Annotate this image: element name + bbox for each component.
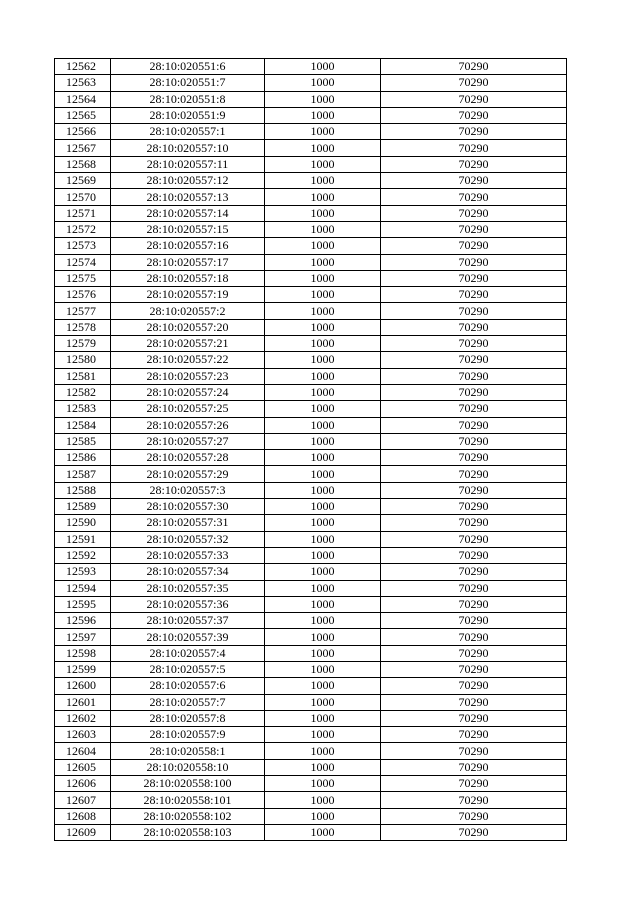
row-number-cell: 12578 <box>55 319 111 335</box>
area-cell: 1000 <box>265 221 381 237</box>
area-cell: 1000 <box>265 727 381 743</box>
area-cell: 1000 <box>265 401 381 417</box>
cadastral-number-cell: 28:10:020557:2 <box>111 303 265 319</box>
cadastral-number-cell: 28:10:020557:23 <box>111 368 265 384</box>
area-cell: 1000 <box>265 547 381 563</box>
table-row <box>55 140 567 156</box>
value-cell: 70290 <box>381 238 567 254</box>
area-cell: 1000 <box>265 287 381 303</box>
row-number-cell: 12564 <box>55 91 111 107</box>
table-row <box>55 189 567 205</box>
row-number-cell: 12572 <box>55 221 111 237</box>
cadastral-number-cell: 28:10:020557:3 <box>111 482 265 498</box>
value-cell: 70290 <box>381 645 567 661</box>
value-cell: 70290 <box>381 776 567 792</box>
value-cell: 70290 <box>381 629 567 645</box>
value-cell: 70290 <box>381 352 567 368</box>
cadastral-number-cell: 28:10:020557:30 <box>111 499 265 515</box>
value-cell: 70290 <box>381 124 567 140</box>
area-cell: 1000 <box>265 499 381 515</box>
row-number-cell: 12574 <box>55 254 111 270</box>
area-cell: 1000 <box>265 596 381 612</box>
cadastral-number-cell: 28:10:020558:10 <box>111 759 265 775</box>
value-cell: 70290 <box>381 107 567 123</box>
row-number-cell: 12570 <box>55 189 111 205</box>
row-number-cell: 12575 <box>55 270 111 286</box>
value-cell: 70290 <box>381 580 567 596</box>
table-row <box>55 450 567 466</box>
table-row <box>55 91 567 107</box>
area-cell: 1000 <box>265 792 381 808</box>
area-cell: 1000 <box>265 466 381 482</box>
value-cell: 70290 <box>381 140 567 156</box>
row-number-cell: 12592 <box>55 547 111 563</box>
value-cell: 70290 <box>381 433 567 449</box>
area-cell: 1000 <box>265 694 381 710</box>
area-cell: 1000 <box>265 580 381 596</box>
table-row <box>55 547 567 563</box>
area-cell: 1000 <box>265 759 381 775</box>
row-number-cell: 12605 <box>55 759 111 775</box>
row-number-cell: 12579 <box>55 336 111 352</box>
cadastral-number-cell: 28:10:020558:1 <box>111 743 265 759</box>
area-cell: 1000 <box>265 710 381 726</box>
area-cell: 1000 <box>265 75 381 91</box>
area-cell: 1000 <box>265 352 381 368</box>
row-number-cell: 12569 <box>55 173 111 189</box>
area-cell: 1000 <box>265 678 381 694</box>
area-cell: 1000 <box>265 303 381 319</box>
value-cell: 70290 <box>381 59 567 75</box>
cadastral-number-cell: 28:10:020557:35 <box>111 580 265 596</box>
table-row <box>55 629 567 645</box>
cadastral-number-cell: 28:10:020551:8 <box>111 91 265 107</box>
cadastral-number-cell: 28:10:020557:25 <box>111 401 265 417</box>
table-row <box>55 531 567 547</box>
cadastral-number-cell: 28:10:020557:5 <box>111 661 265 677</box>
area-cell: 1000 <box>265 645 381 661</box>
cadastral-number-cell: 28:10:020557:11 <box>111 156 265 172</box>
cadastral-number-cell: 28:10:020557:4 <box>111 645 265 661</box>
cadastral-number-cell: 28:10:020551:6 <box>111 59 265 75</box>
row-number-cell: 12576 <box>55 287 111 303</box>
cadastral-number-cell: 28:10:020558:101 <box>111 792 265 808</box>
cadastral-number-cell: 28:10:020557:32 <box>111 531 265 547</box>
cadastral-number-cell: 28:10:020551:9 <box>111 107 265 123</box>
area-cell: 1000 <box>265 613 381 629</box>
table-row <box>55 499 567 515</box>
row-number-cell: 12585 <box>55 433 111 449</box>
value-cell: 70290 <box>381 368 567 384</box>
cadastral-number-cell: 28:10:020557:9 <box>111 727 265 743</box>
area-cell: 1000 <box>265 384 381 400</box>
area-cell: 1000 <box>265 140 381 156</box>
cadastral-number-cell: 28:10:020557:20 <box>111 319 265 335</box>
row-number-cell: 12606 <box>55 776 111 792</box>
value-cell: 70290 <box>381 417 567 433</box>
area-cell: 1000 <box>265 824 381 840</box>
cadastral-number-cell: 28:10:020557:33 <box>111 547 265 563</box>
table-row <box>55 596 567 612</box>
value-cell: 70290 <box>381 173 567 189</box>
value-cell: 70290 <box>381 221 567 237</box>
value-cell: 70290 <box>381 678 567 694</box>
cadastral-number-cell: 28:10:020557:24 <box>111 384 265 400</box>
row-number-cell: 12595 <box>55 596 111 612</box>
row-number-cell: 12590 <box>55 515 111 531</box>
table-row <box>55 124 567 140</box>
value-cell: 70290 <box>381 270 567 286</box>
row-number-cell: 12565 <box>55 107 111 123</box>
row-number-cell: 12599 <box>55 661 111 677</box>
table-row <box>55 384 567 400</box>
area-cell: 1000 <box>265 205 381 221</box>
table-row <box>55 107 567 123</box>
value-cell: 70290 <box>381 482 567 498</box>
area-cell: 1000 <box>265 124 381 140</box>
table-row <box>55 759 567 775</box>
table-row <box>55 433 567 449</box>
row-number-cell: 12596 <box>55 613 111 629</box>
area-cell: 1000 <box>265 776 381 792</box>
table-row <box>55 173 567 189</box>
value-cell: 70290 <box>381 450 567 466</box>
cadastral-number-cell: 28:10:020557:10 <box>111 140 265 156</box>
cadastral-number-cell: 28:10:020558:102 <box>111 808 265 824</box>
row-number-cell: 12587 <box>55 466 111 482</box>
value-cell: 70290 <box>381 759 567 775</box>
row-number-cell: 12609 <box>55 824 111 840</box>
row-number-cell: 12593 <box>55 564 111 580</box>
area-cell: 1000 <box>265 156 381 172</box>
table-row <box>55 238 567 254</box>
row-number-cell: 12581 <box>55 368 111 384</box>
value-cell: 70290 <box>381 792 567 808</box>
value-cell: 70290 <box>381 515 567 531</box>
value-cell: 70290 <box>381 547 567 563</box>
table-row <box>55 287 567 303</box>
cadastral-number-cell: 28:10:020557:21 <box>111 336 265 352</box>
row-number-cell: 12607 <box>55 792 111 808</box>
table-row <box>55 59 567 75</box>
table-row <box>55 417 567 433</box>
table-row <box>55 303 567 319</box>
cadastral-number-cell: 28:10:020557:17 <box>111 254 265 270</box>
table-row <box>55 75 567 91</box>
cadastral-number-cell: 28:10:020558:100 <box>111 776 265 792</box>
cadastral-number-cell: 28:10:020557:19 <box>111 287 265 303</box>
table-row <box>55 727 567 743</box>
area-cell: 1000 <box>265 91 381 107</box>
value-cell: 70290 <box>381 596 567 612</box>
row-number-cell: 12566 <box>55 124 111 140</box>
area-cell: 1000 <box>265 173 381 189</box>
area-cell: 1000 <box>265 417 381 433</box>
table-row <box>55 336 567 352</box>
table-row <box>55 221 567 237</box>
value-cell: 70290 <box>381 319 567 335</box>
value-cell: 70290 <box>381 808 567 824</box>
cadastral-number-cell: 28:10:020557:6 <box>111 678 265 694</box>
cadastral-number-cell: 28:10:020557:29 <box>111 466 265 482</box>
area-cell: 1000 <box>265 59 381 75</box>
row-number-cell: 12571 <box>55 205 111 221</box>
area-cell: 1000 <box>265 482 381 498</box>
row-number-cell: 12600 <box>55 678 111 694</box>
area-cell: 1000 <box>265 450 381 466</box>
area-cell: 1000 <box>265 319 381 335</box>
value-cell: 70290 <box>381 384 567 400</box>
value-cell: 70290 <box>381 254 567 270</box>
cadastral-number-cell: 28:10:020557:36 <box>111 596 265 612</box>
table-row <box>55 613 567 629</box>
value-cell: 70290 <box>381 75 567 91</box>
value-cell: 70290 <box>381 824 567 840</box>
cadastral-number-cell: 28:10:020557:14 <box>111 205 265 221</box>
area-cell: 1000 <box>265 336 381 352</box>
data-table <box>54 58 567 841</box>
value-cell: 70290 <box>381 613 567 629</box>
row-number-cell: 12562 <box>55 59 111 75</box>
table-row <box>55 792 567 808</box>
value-cell: 70290 <box>381 303 567 319</box>
row-number-cell: 12584 <box>55 417 111 433</box>
row-number-cell: 12608 <box>55 808 111 824</box>
table-body <box>55 59 567 841</box>
area-cell: 1000 <box>265 368 381 384</box>
row-number-cell: 12591 <box>55 531 111 547</box>
table-row <box>55 352 567 368</box>
table-row <box>55 482 567 498</box>
cadastral-number-cell: 28:10:020557:16 <box>111 238 265 254</box>
cadastral-number-cell: 28:10:020551:7 <box>111 75 265 91</box>
row-number-cell: 12580 <box>55 352 111 368</box>
row-number-cell: 12567 <box>55 140 111 156</box>
area-cell: 1000 <box>265 531 381 547</box>
row-number-cell: 12594 <box>55 580 111 596</box>
cadastral-number-cell: 28:10:020557:15 <box>111 221 265 237</box>
value-cell: 70290 <box>381 743 567 759</box>
row-number-cell: 12582 <box>55 384 111 400</box>
value-cell: 70290 <box>381 287 567 303</box>
value-cell: 70290 <box>381 661 567 677</box>
table-row <box>55 401 567 417</box>
value-cell: 70290 <box>381 91 567 107</box>
area-cell: 1000 <box>265 238 381 254</box>
row-number-cell: 12589 <box>55 499 111 515</box>
table-row <box>55 515 567 531</box>
cadastral-number-cell: 28:10:020557:34 <box>111 564 265 580</box>
area-cell: 1000 <box>265 189 381 205</box>
area-cell: 1000 <box>265 270 381 286</box>
value-cell: 70290 <box>381 401 567 417</box>
cadastral-number-cell: 28:10:020558:103 <box>111 824 265 840</box>
row-number-cell: 12597 <box>55 629 111 645</box>
cadastral-number-cell: 28:10:020557:13 <box>111 189 265 205</box>
area-cell: 1000 <box>265 515 381 531</box>
table-row <box>55 824 567 840</box>
area-cell: 1000 <box>265 107 381 123</box>
table-row <box>55 661 567 677</box>
table-row <box>55 319 567 335</box>
table-row <box>55 580 567 596</box>
table-row <box>55 710 567 726</box>
area-cell: 1000 <box>265 629 381 645</box>
cadastral-number-cell: 28:10:020557:12 <box>111 173 265 189</box>
value-cell: 70290 <box>381 499 567 515</box>
value-cell: 70290 <box>381 564 567 580</box>
row-number-cell: 12588 <box>55 482 111 498</box>
cadastral-number-cell: 28:10:020557:22 <box>111 352 265 368</box>
cadastral-number-cell: 28:10:020557:1 <box>111 124 265 140</box>
row-number-cell: 12601 <box>55 694 111 710</box>
cadastral-number-cell: 28:10:020557:39 <box>111 629 265 645</box>
value-cell: 70290 <box>381 466 567 482</box>
row-number-cell: 12583 <box>55 401 111 417</box>
value-cell: 70290 <box>381 694 567 710</box>
area-cell: 1000 <box>265 254 381 270</box>
table-row <box>55 254 567 270</box>
row-number-cell: 12563 <box>55 75 111 91</box>
value-cell: 70290 <box>381 727 567 743</box>
table-row <box>55 645 567 661</box>
cadastral-number-cell: 28:10:020557:37 <box>111 613 265 629</box>
value-cell: 70290 <box>381 189 567 205</box>
area-cell: 1000 <box>265 743 381 759</box>
table-row <box>55 205 567 221</box>
value-cell: 70290 <box>381 156 567 172</box>
row-number-cell: 12573 <box>55 238 111 254</box>
value-cell: 70290 <box>381 336 567 352</box>
table-row <box>55 466 567 482</box>
cadastral-number-cell: 28:10:020557:7 <box>111 694 265 710</box>
area-cell: 1000 <box>265 808 381 824</box>
table-row <box>55 564 567 580</box>
value-cell: 70290 <box>381 205 567 221</box>
table-row <box>55 776 567 792</box>
row-number-cell: 12604 <box>55 743 111 759</box>
cadastral-number-cell: 28:10:020557:18 <box>111 270 265 286</box>
table-row <box>55 156 567 172</box>
row-number-cell: 12577 <box>55 303 111 319</box>
area-cell: 1000 <box>265 564 381 580</box>
row-number-cell: 12602 <box>55 710 111 726</box>
cadastral-number-cell: 28:10:020557:27 <box>111 433 265 449</box>
value-cell: 70290 <box>381 531 567 547</box>
row-number-cell: 12568 <box>55 156 111 172</box>
table-row <box>55 808 567 824</box>
cadastral-number-cell: 28:10:020557:31 <box>111 515 265 531</box>
area-cell: 1000 <box>265 661 381 677</box>
cadastral-number-cell: 28:10:020557:8 <box>111 710 265 726</box>
table-row <box>55 270 567 286</box>
table-row <box>55 678 567 694</box>
cadastral-number-cell: 28:10:020557:28 <box>111 450 265 466</box>
table-row <box>55 368 567 384</box>
row-number-cell: 12586 <box>55 450 111 466</box>
cadastral-number-cell: 28:10:020557:26 <box>111 417 265 433</box>
row-number-cell: 12603 <box>55 727 111 743</box>
value-cell: 70290 <box>381 710 567 726</box>
table-row <box>55 694 567 710</box>
table-row <box>55 743 567 759</box>
row-number-cell: 12598 <box>55 645 111 661</box>
area-cell: 1000 <box>265 433 381 449</box>
